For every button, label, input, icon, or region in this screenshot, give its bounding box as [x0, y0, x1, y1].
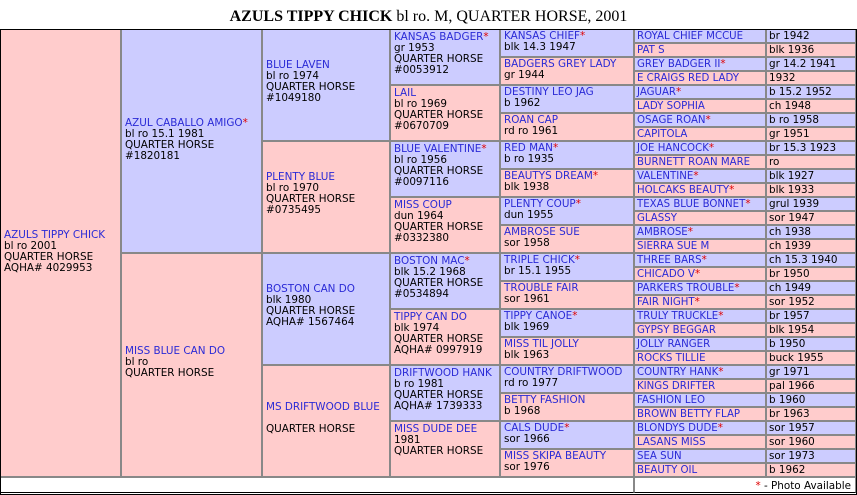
horse-detail-line: #0332380	[394, 232, 449, 244]
pedigree-cell-lady-sophia	[634, 99, 766, 113]
horse-detail-cell: br 15.3 1923	[766, 141, 856, 155]
horse-name-link[interactable]: BETTY FASHION	[504, 394, 586, 406]
photo-star-icon: *	[694, 296, 700, 308]
horse-detail-line: rd ro 1961	[504, 125, 559, 137]
pedigree-cell-three-bars	[634, 253, 766, 267]
horse-name-link[interactable]: OSAGE ROAN	[637, 115, 706, 126]
horse-detail-line: gr 1953	[394, 42, 435, 54]
horse-name-link[interactable]: MISS DUDE DEE	[394, 423, 478, 435]
pedigree-cell-rocks-tillie	[634, 351, 766, 365]
horse-detail-line: QUARTER HORSE	[394, 165, 484, 177]
pedigree-cell-glassy	[634, 211, 766, 225]
photo-star-icon: *	[676, 86, 682, 98]
horse-detail-line: sor 1961	[504, 293, 550, 305]
pedigree-cell-boston-can-do	[262, 253, 390, 365]
pedigree-cell-kansas-badger	[390, 29, 500, 85]
horse-detail-line: QUARTER HORSE	[4, 251, 94, 263]
photo-star-icon: *	[572, 310, 578, 322]
photo-star-icon: *	[708, 142, 715, 154]
horse-detail-cell: buck 1955	[766, 351, 856, 365]
horse-detail-cell: blk 1933	[766, 183, 856, 197]
photo-star-icon: *	[481, 143, 487, 155]
pedigree-cell-burnett-roan-mare	[634, 155, 766, 169]
horse-detail-cell: b 1950	[766, 337, 856, 351]
horse-name-link[interactable]: BOSTON CAN DO	[266, 283, 355, 295]
horse-name-link[interactable]: DRIFTWOOD HANK	[394, 367, 492, 379]
horse-name-link[interactable]: ROCKS TILLIE	[637, 353, 706, 364]
pedigree-cell-miss-dude-dee	[390, 421, 500, 477]
photo-legend	[634, 477, 856, 493]
horse-detail-line: bl ro 1974	[266, 70, 319, 82]
horse-detail-line: QUARTER HORSE	[266, 305, 356, 317]
horse-detail-cell: br 1957	[766, 309, 856, 323]
horse-detail-line: QUARTER HORSE	[394, 389, 484, 401]
pedigree-cell-trouble-fair	[500, 281, 634, 309]
pedigree-cell-blue-valentine	[390, 141, 500, 197]
horse-detail-cell: br 1942	[766, 29, 856, 43]
horse-detail-line: QUARTER HORSE	[394, 221, 484, 233]
pedigree-cell-lasans-miss	[634, 435, 766, 449]
horse-name-link[interactable]: TIPPY CANOE	[504, 310, 573, 322]
horse-name-link[interactable]: AZUL CABALLO AMIGO	[125, 117, 243, 129]
pedigree-cell-plenty-blue	[262, 141, 390, 253]
horse-detail-cell: b 1960	[766, 393, 856, 407]
horse-name-link[interactable]: AMBROSE SUE	[504, 226, 580, 238]
horse-name-link[interactable]: PLENTY COUP	[504, 198, 576, 210]
horse-detail-line: AQHA# 4029953	[4, 262, 93, 274]
horse-detail-cell: sor 1973	[766, 449, 856, 463]
horse-name-link[interactable]: HOLCAKS BEAUTY	[637, 185, 730, 196]
horse-detail-line: dun 1964	[394, 210, 444, 222]
horse-detail-line: b ro 1935	[504, 153, 555, 165]
horse-name-link[interactable]: TROUBLE FAIR	[504, 282, 579, 294]
horse-name-link[interactable]: COUNTRY DRIFTWOOD	[504, 366, 623, 378]
horse-detail-cell: b 1962	[766, 463, 856, 477]
horse-detail-line: b 1968	[504, 405, 541, 417]
horse-detail-line: QUARTER HORSE	[125, 139, 215, 151]
pedigree-cell-miss-blue-can-do	[121, 253, 262, 477]
horse-detail-cell: ch 1939	[766, 239, 856, 253]
photo-star-icon: *	[694, 268, 701, 280]
horse-detail-line: blk 15.2 1968	[394, 266, 466, 278]
horse-title-name: AZULS TIPPY CHICK	[229, 8, 393, 25]
pedigree-cell-country-driftwood	[500, 365, 634, 393]
photo-star-icon: *	[720, 58, 726, 70]
horse-detail-line: bl ro	[125, 356, 149, 368]
horse-detail-cell: pal 1966	[766, 379, 856, 393]
horse-name-link[interactable]: SEA SUN	[637, 451, 682, 462]
pedigree-cell-osage-roan	[634, 113, 766, 127]
pedigree-cell-e-craigs-red-lady	[634, 71, 766, 85]
photo-star-icon: *	[755, 480, 761, 492]
pedigree-cell-pat-s	[634, 43, 766, 57]
horse-name-link[interactable]: BURNETT ROAN MARE	[637, 157, 751, 168]
horse-name-link[interactable]: VALENTINE	[637, 171, 694, 182]
horse-detail-line: AQHA# 0997919	[394, 344, 483, 356]
horse-detail-line: bl ro 15.1 1981	[125, 128, 205, 140]
pedigree-cell-blue-laven	[262, 29, 390, 141]
photo-star-icon: *	[717, 422, 723, 434]
horse-detail-line: QUARTER HORSE	[394, 53, 484, 65]
horse-detail-cell: ch 1948	[766, 99, 856, 113]
horse-detail-line: QUARTER HORSE	[266, 81, 356, 93]
horse-name-link[interactable]: JOLLY RANGER	[637, 339, 711, 350]
horse-detail-line: #0670709	[394, 120, 449, 132]
horse-name-link[interactable]: RED MAN	[504, 142, 553, 154]
pedigree-cell-valentine	[634, 169, 766, 183]
pedigree-cell-texas-blue-bonnet	[634, 197, 766, 211]
horse-name-link[interactable]: KANSAS BADGER	[394, 31, 484, 43]
photo-star-icon: *	[464, 255, 470, 267]
horse-detail-cell: b 15.2 1952	[766, 85, 856, 99]
pedigree-cell-country-hank	[634, 365, 766, 379]
pedigree-cell-ms-driftwood-blue	[262, 365, 390, 477]
horse-detail-cell: sor 1952	[766, 295, 856, 309]
photo-star-icon: *	[701, 254, 707, 266]
horse-name-link[interactable]: CHICADO V	[637, 269, 695, 280]
horse-detail-line: #0053912	[394, 64, 449, 76]
pedigree-cell-blondys-dude	[634, 421, 766, 435]
horse-name-link[interactable]: THREE BARS	[637, 255, 702, 266]
horse-detail-line: #1820181	[125, 150, 180, 162]
pedigree-cell-truly-truckle	[634, 309, 766, 323]
horse-detail-line: br 15.1 1955	[504, 265, 572, 277]
pedigree-cell-tippy-can-do	[390, 309, 500, 365]
horse-detail-line: blk 1980	[266, 294, 312, 306]
pedigree-cell-jaguar	[634, 85, 766, 99]
horse-name-link[interactable]: MS DRIFTWOOD BLUE	[266, 401, 380, 413]
horse-name-link[interactable]: BEAUTY OIL	[637, 465, 698, 476]
pedigree-cell-fair-night	[634, 295, 766, 309]
photo-star-icon: *	[705, 114, 711, 126]
horse-detail-line: b 1962	[504, 97, 541, 109]
horse-name-link[interactable]: SIERRA SUE M	[637, 241, 710, 252]
pedigree-cell-brown-betty-flap	[634, 407, 766, 421]
horse-detail-line: dun 1955	[504, 209, 554, 221]
pedigree-cell-cals-dude	[500, 421, 634, 449]
horse-name-link[interactable]: MISS SKIPA BEAUTY	[504, 450, 607, 462]
horse-detail-line: #0534894	[394, 288, 449, 300]
pedigree-cell-driftwood-hank	[390, 365, 500, 421]
photo-star-icon: *	[734, 282, 740, 294]
horse-detail-cell: ch 15.3 1940	[766, 253, 856, 267]
horse-detail-cell: sor 1957	[766, 421, 856, 435]
horse-detail-line: bl ro 2001	[4, 240, 57, 252]
horse-detail-line: blk 1938	[504, 181, 550, 193]
pedigree-cell-miss-til-jolly	[500, 337, 634, 365]
pedigree-cell-triple-chick	[500, 253, 634, 281]
pedigree-cell-joe-hancock	[634, 141, 766, 155]
horse-detail-line: blk 1963	[504, 349, 550, 361]
horse-title-details: bl ro. M, QUARTER HORSE, 2001	[392, 8, 628, 25]
photo-star-icon: *	[483, 31, 489, 43]
horse-name-link[interactable]: AZULS TIPPY CHICK	[4, 229, 106, 241]
photo-star-icon: *	[718, 366, 724, 378]
horse-name-link[interactable]: LASANS MISS	[637, 437, 706, 448]
horse-detail-line: sor 1966	[504, 433, 550, 445]
horse-name-link[interactable]: BLUE LAVEN	[266, 59, 330, 71]
horse-detail-line: QUARTER HORSE	[266, 193, 356, 205]
horse-name-link[interactable]: BEAUTYS DREAM	[504, 170, 593, 182]
horse-detail-line: QUARTER HORSE	[125, 367, 215, 379]
pedigree-cell-azul-caballo-amigo	[121, 29, 262, 253]
pedigree-cell-red-man	[500, 141, 634, 169]
horse-detail-line: blk 1969	[504, 321, 550, 333]
horse-name-link[interactable]: BLUE VALENTINE	[394, 143, 482, 155]
pedigree-cell-capitola	[634, 127, 766, 141]
photo-star-icon: *	[242, 117, 248, 129]
horse-detail-line: blk 14.3 1947	[504, 41, 576, 53]
horse-detail-cell: ch 1949	[766, 281, 856, 295]
pedigree-cell-ambrose-sue	[500, 225, 634, 253]
pedigree-cell-roan-cap	[500, 113, 634, 141]
horse-detail-line: bl ro 1969	[394, 98, 447, 110]
horse-name-link[interactable]: BADGERS GREY LADY	[504, 58, 617, 70]
pedigree-cell-lail	[390, 85, 500, 141]
horse-name-link[interactable]: CALS DUDE	[504, 422, 565, 434]
pedigree-cell-miss-skipa-beauty	[500, 449, 634, 477]
pedigree-cell-beautys-dream	[500, 169, 634, 197]
pedigree-cell-holcaks-beauty	[634, 183, 766, 197]
horse-detail-cell: ch 1938	[766, 225, 856, 239]
horse-detail-cell: br 1963	[766, 407, 856, 421]
pedigree-cell-parkers-trouble	[634, 281, 766, 295]
horse-name-link[interactable]: LAIL	[394, 87, 416, 99]
pedigree-cell-plenty-coup	[500, 197, 634, 225]
horse-detail-line: sor 1958	[504, 237, 550, 249]
horse-detail-line: QUARTER HORSE	[394, 277, 484, 289]
horse-detail-line: #0097116	[394, 176, 449, 188]
horse-name-link[interactable]: TRIPLE CHICK	[504, 254, 575, 266]
photo-legend-text: - Photo Available	[760, 480, 851, 492]
horse-name-link[interactable]: TIPPY CAN DO	[394, 311, 467, 323]
horse-detail-line: sor 1976	[504, 461, 550, 473]
horse-detail-cell: sor 1960	[766, 435, 856, 449]
photo-star-icon: *	[579, 30, 586, 42]
horse-detail-line: QUARTER HORSE	[266, 423, 356, 435]
horse-name-link[interactable]: FAIR NIGHT	[637, 297, 695, 308]
horse-name-link[interactable]: BLONDYS DUDE	[637, 423, 718, 434]
photo-star-icon: *	[552, 142, 559, 154]
horse-name-link[interactable]: CAPITOLA	[637, 129, 688, 140]
horse-name-link[interactable]: GLASSY	[637, 213, 677, 224]
horse-detail-cell: blk 1936	[766, 43, 856, 57]
horse-detail-cell: ro	[766, 155, 856, 169]
photo-star-icon: *	[729, 184, 735, 196]
horse-name-link[interactable]: DESTINY LEO JAG	[504, 86, 594, 98]
horse-detail-line: rd ro 1977	[504, 377, 559, 389]
horse-name-link[interactable]: PAT S	[637, 45, 665, 56]
pedigree-cell-beauty-oil	[634, 463, 766, 477]
horse-detail-line: #0735495	[266, 204, 321, 216]
horse-detail-cell: sor 1947	[766, 211, 856, 225]
pedigree-cell-chicado-v	[634, 267, 766, 281]
horse-detail-line: QUARTER HORSE	[394, 109, 484, 121]
horse-detail-line: 1981	[394, 434, 421, 446]
pedigree-cell-tippy-canoe	[500, 309, 634, 337]
pedigree-cell-azuls-tippy-chick	[0, 29, 121, 477]
horse-name-link[interactable]: LADY SOPHIA	[637, 101, 705, 112]
horse-name-link[interactable]: MISS COUP	[394, 199, 452, 211]
horse-name-link[interactable]: MISS BLUE CAN DO	[125, 345, 226, 357]
horse-detail-line: blk 1974	[394, 322, 440, 334]
pedigree-cell-ambrose	[634, 225, 766, 239]
footer-blank-cell	[0, 477, 634, 493]
horse-detail-line: b ro 1981	[394, 378, 445, 390]
horse-name-link[interactable]: JOE HANCOCK	[637, 143, 709, 154]
pedigree-cell-miss-coup	[390, 197, 500, 253]
horse-name-link[interactable]: GREY BADGER II	[637, 59, 721, 70]
horse-detail-cell: blk 1927	[766, 169, 856, 183]
horse-detail-line: gr 1944	[504, 69, 545, 81]
horse-detail-cell: 1932	[766, 71, 856, 85]
horse-name-link[interactable]: MISS TIL JOLLY	[504, 338, 579, 350]
horse-detail-line: QUARTER HORSE	[394, 333, 484, 345]
horse-name-link[interactable]: FASHION LEO	[637, 395, 706, 406]
photo-star-icon: *	[575, 198, 581, 210]
horse-name-link[interactable]: COUNTRY HANK	[637, 367, 719, 378]
pedigree-cell-destiny-leo-jag	[500, 85, 634, 113]
horse-name-link[interactable]: KINGS DRIFTER	[637, 381, 716, 392]
pedigree-cell-badgers-grey-lady	[500, 57, 634, 85]
horse-name-link[interactable]: E CRAIGS RED LADY	[637, 73, 740, 84]
horse-detail-line: bl ro 1970	[266, 182, 319, 194]
horse-detail-line: #1049180	[266, 92, 321, 104]
photo-star-icon: *	[687, 226, 693, 238]
pedigree-cell-sierra-sue-m	[634, 239, 766, 253]
pedigree-cell-royal-chief-mccue	[634, 29, 766, 43]
pedigree-cell-sea-sun	[634, 449, 766, 463]
photo-star-icon: *	[574, 254, 580, 266]
horse-detail-cell: gr 14.2 1941	[766, 57, 856, 71]
photo-star-icon: *	[592, 170, 599, 182]
pedigree-cell-betty-fashion	[500, 393, 634, 421]
horse-name-link[interactable]: ROYAL CHIEF MCCUE	[637, 31, 744, 42]
horse-name-link[interactable]: AMBROSE	[637, 227, 688, 238]
horse-detail-line: AQHA# 1739333	[394, 400, 483, 412]
pedigree-cell-gypsy-beggar	[634, 323, 766, 337]
horse-detail-line: QUARTER HORSE	[394, 445, 484, 457]
horse-detail-cell: gr 1951	[766, 127, 856, 141]
photo-star-icon: *	[564, 422, 570, 434]
horse-detail-cell: br 1950	[766, 267, 856, 281]
pedigree-cell-jolly-ranger	[634, 337, 766, 351]
horse-detail-cell: blk 1954	[766, 323, 856, 337]
horse-name-link[interactable]: KANSAS CHIEF	[504, 30, 580, 42]
horse-name-link[interactable]: ROAN CAP	[504, 114, 559, 126]
horse-detail-line: AQHA# 1567464	[266, 316, 355, 328]
pedigree-cell-kansas-chief	[500, 29, 634, 57]
horse-name-link[interactable]: TRULY TRUCKLE	[637, 311, 719, 322]
photo-star-icon: *	[693, 170, 699, 182]
horse-name-link[interactable]: TEXAS BLUE BONNET	[637, 199, 746, 210]
pedigree-cell-grey-badger-ii	[634, 57, 766, 71]
pedigree-cell-boston-mac	[390, 253, 500, 309]
horse-name-link[interactable]: GYPSY BEGGAR	[637, 325, 716, 336]
horse-name-link[interactable]: BROWN BETTY FLAP	[637, 409, 741, 420]
photo-star-icon: *	[745, 198, 751, 210]
horse-name-link[interactable]: PARKERS TROUBLE	[637, 283, 735, 294]
horse-name-link[interactable]: PLENTY BLUE	[266, 171, 335, 183]
horse-detail-cell: gr 1971	[766, 365, 856, 379]
photo-star-icon: *	[718, 310, 724, 322]
horse-name-link[interactable]: JAGUAR	[637, 87, 677, 98]
horse-detail-cell: grul 1939	[766, 197, 856, 211]
horse-name-link[interactable]: BOSTON MAC	[394, 255, 465, 267]
horse-detail-line: bl ro 1956	[394, 154, 447, 166]
pedigree-cell-fashion-leo	[634, 393, 766, 407]
pedigree-cell-kings-drifter	[634, 379, 766, 393]
horse-detail-cell: b ro 1958	[766, 113, 856, 127]
